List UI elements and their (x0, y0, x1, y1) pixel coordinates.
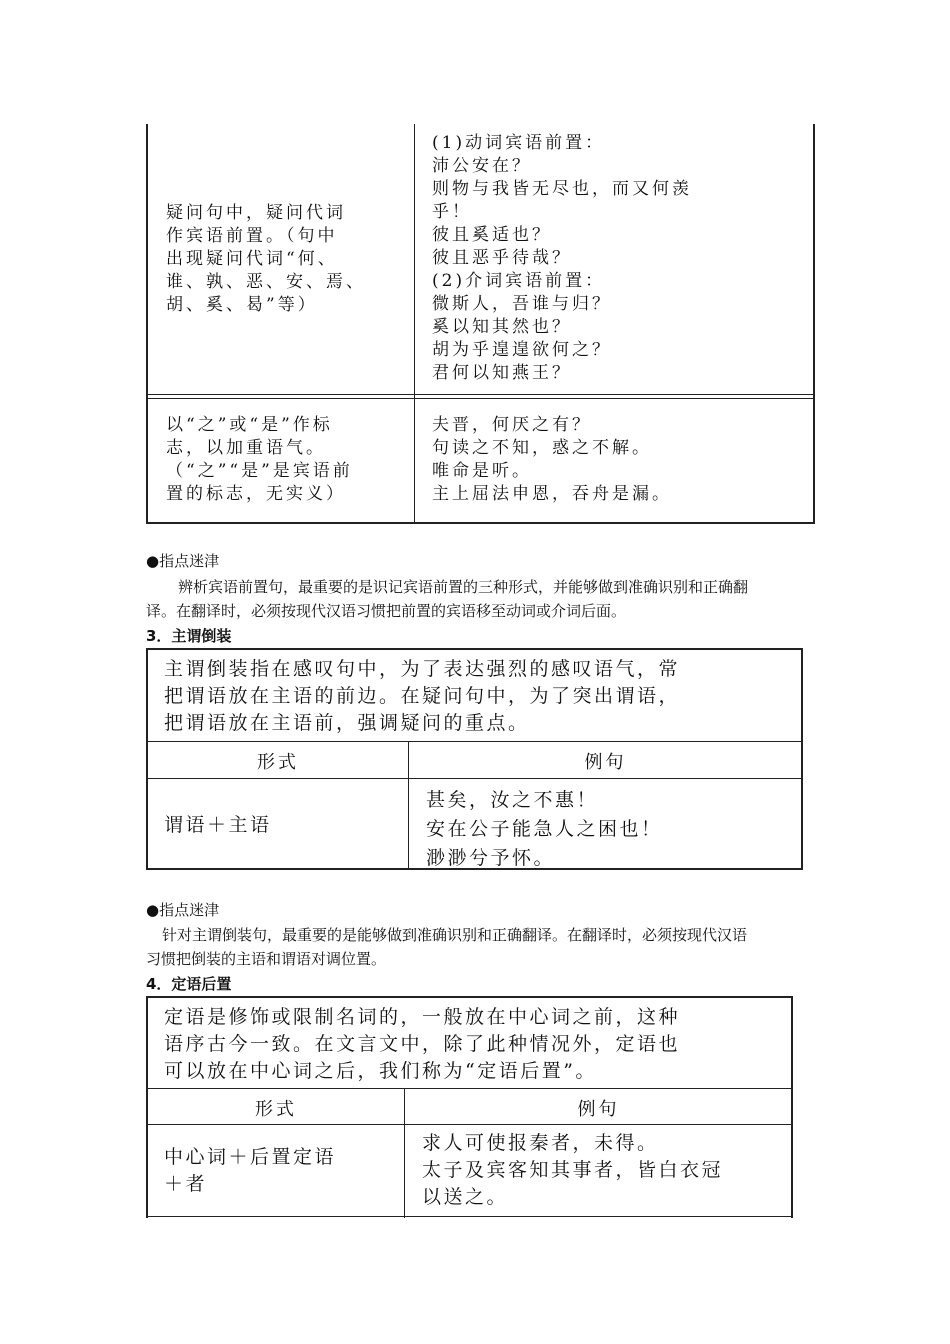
section-heading: 4．定语后置 (146, 975, 232, 993)
form-cell: 谓语＋主语 (164, 814, 272, 836)
table-row-1-examples: (1)动词宾语前置： 沛公安在？ 则物与我皆无尽也，而又何羡 乎！ 彼且奚适也？ 彼且恶乎待哉？ (2)介词宾语前置： 微斯人，吾谁与归？ 奚以知其然也？ 胡为乎遑遑欲何之？ 君何以知燕王？ (432, 133, 692, 383)
form-cell: 中心词＋后置定语 ＋者 (164, 1146, 337, 1195)
attributive-postposition-table (146, 996, 793, 1218)
column-header-example: 例句 (584, 752, 627, 773)
column-header-example: 例句 (577, 1099, 620, 1120)
row-divider (148, 741, 801, 742)
table-row-2-examples: 夫晋，何厌之有？ 句读之不知，惑之不解。 唯命是听。 主上屈法申恩，吞舟是漏。 (432, 415, 672, 504)
column-header-form: 形式 (255, 1099, 297, 1120)
tip-title: ●指点迷津 (146, 901, 220, 919)
table-intro: 定语是修饰或限制名词的，一般放在中心词之前，这种 语序古今一致。在文言文中，除了此种情况外，定语也 可以放在中心词之后，我们称为“定语后置”。 (164, 1006, 681, 1082)
row-divider (148, 1124, 791, 1125)
example-cell: 求人可使报秦者，未得。 太子及宾客知其事者，皆白衣冠 以送之。 (422, 1132, 724, 1208)
row-divider (148, 398, 813, 399)
table-intro: 主谓倒装指在感叹句中，为了表达强烈的感叹语气，常 把谓语放在主语的前边。在疑问句中，为了突出谓语， 把谓语放在主语前，强调疑问的重点。 (164, 658, 681, 734)
tip-body: 针对主谓倒装句，最重要的是能够做到准确识别和正确翻译。在翻译时，必须按现代汉语 习惯把倒装的主语和谓语对调位置。 (146, 926, 748, 968)
row-divider (148, 778, 801, 779)
table-row-1-condition: 疑问句中，疑问代词 作宾语前置。（句中 出现疑问代词“何、 谁、孰、恶、安、焉、 胡、奚、曷”等） (166, 203, 366, 315)
row-divider (148, 1216, 791, 1217)
row-divider (148, 394, 813, 395)
object-preposing-table (146, 124, 815, 524)
section-heading: 3．主谓倒装 (146, 627, 232, 645)
tip-title: ●指点迷津 (146, 552, 220, 570)
column-header-form: 形式 (257, 752, 299, 773)
table-row-2-condition: 以“之”或“是”作标 志，以加重语气。 （“之”“是”是宾语前 置的标志，无实义） (166, 415, 353, 504)
example-cell: 甚矣，汝之不惠！ 安在公子能急人之困也！ 渺渺兮予怀。 (426, 789, 663, 869)
subject-predicate-inversion-table (146, 648, 803, 870)
column-divider (414, 124, 415, 522)
tip-body: 辨析宾语前置句，最重要的是识记宾语前置的三种形式，并能够做到准确识别和正确翻 译。在翻译时，必须按现代汉语习惯把前置的宾语移至动词或介词后面。 (146, 578, 749, 620)
row-divider (148, 1088, 791, 1089)
